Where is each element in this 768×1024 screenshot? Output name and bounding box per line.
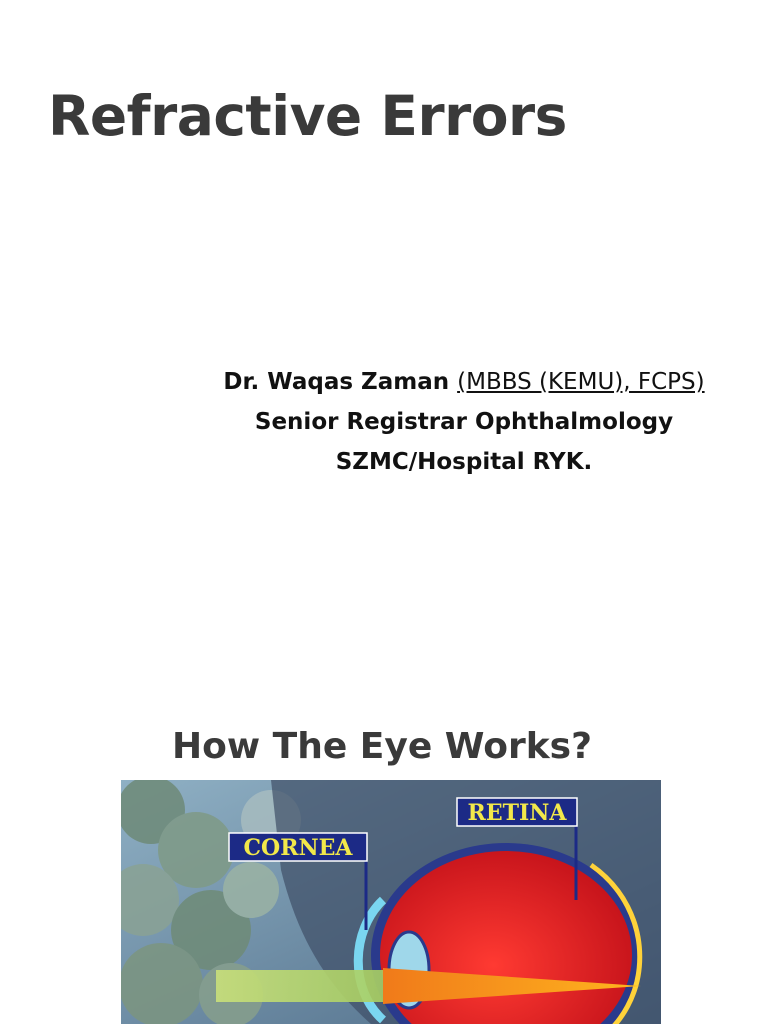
author-name: Dr. Waqas Zaman <box>223 369 450 395</box>
author-institution: SZMC/Hospital RYK. <box>335 449 593 475</box>
light-beam <box>216 970 386 1002</box>
cornea-label: CORNEA <box>243 835 353 861</box>
section-heading: How The Eye Works? <box>172 726 592 767</box>
author-position: Senior Registrar Ophthalmology <box>254 409 674 435</box>
author-line <box>190 362 738 402</box>
retina-label: RETINA <box>467 800 567 826</box>
slide-title: Refractive Errors <box>48 84 567 148</box>
author-block <box>190 362 738 482</box>
author-credentials: (MBBS (KEMU), FCPS) <box>457 369 705 395</box>
eye-diagram-image <box>121 780 661 1024</box>
